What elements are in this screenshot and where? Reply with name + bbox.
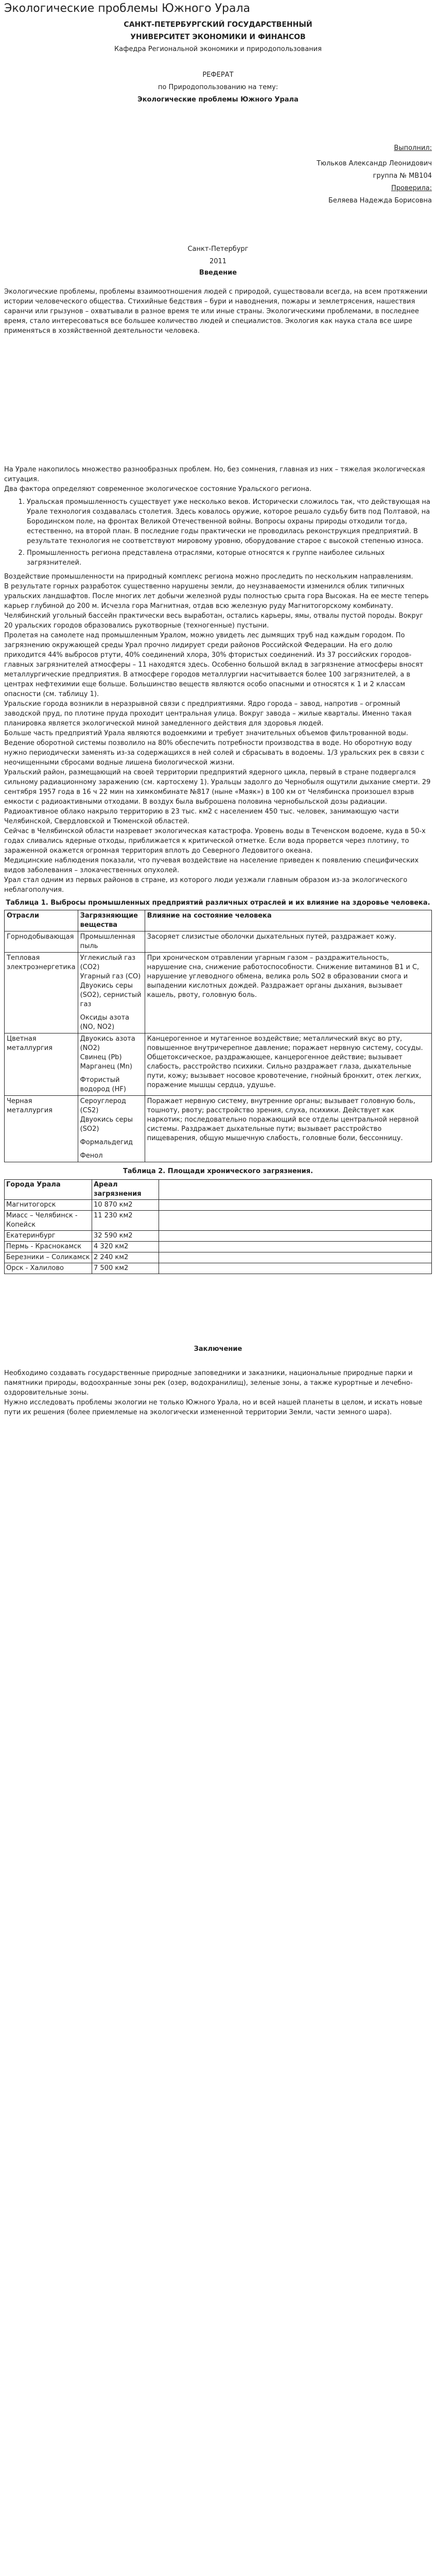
emissions-table xyxy=(4,910,432,1162)
main-section xyxy=(4,465,432,895)
author: Тюльков Александр Леонидович xyxy=(317,160,432,168)
body-paragraph: Медицинские наблюдения показали, что пучевая воздействие на население приведен к появлению специфических видов заболевания – злокачественных опухолей. xyxy=(4,857,419,875)
column-header: Города Урала xyxy=(5,1180,92,1200)
table-empty-cell xyxy=(159,1252,432,1263)
performed-label: Выполнил: xyxy=(394,144,432,152)
body-paragraph: Уральский район, размещающий на своей территории предприятий ядерного цикла, первый в стране подвергался сильному радиационному заражению (см. картосхему 1). Уральцы задолго до Чернобыля ощутили дыхание смерти. 29 сентября 1957 года в 16 ч 22 мин на химкомбинате №817 (ныне «Маяк») в 100 км от Челябинска произошел взрыв емкости с радиоактивными отходами. В воздух была выброшена половина чернобыльской дозы радиации. Радиоактивное облако накрыло территорию в 23 тыс. км2 с населением 450 тыс. человек, занимающую части Челябинской, Свердловской и Тюменской областей. xyxy=(4,769,431,826)
checked-label: Проверила: xyxy=(391,184,432,193)
topic: Экологические проблемы Южного Урала xyxy=(137,96,299,104)
substance: Промышленная пыль xyxy=(80,933,135,951)
table-header-row xyxy=(5,1180,432,1200)
substance: Двуокись серы (SO2), сернистый газ xyxy=(80,982,142,1009)
year: 2011 xyxy=(209,258,227,266)
city-cell: Пермь - Краснокамск xyxy=(5,1242,92,1252)
table-empty-cell xyxy=(159,1200,432,1211)
substance: Двуокись азота (NO2) xyxy=(80,1035,135,1053)
city-cell: Миасс – Челябинск - Копейск xyxy=(5,1211,92,1231)
table-row xyxy=(5,1033,432,1096)
effect-cell: Канцерогенное и мутагенное воздействие; металлический вкус во рту, повышенное внутричерепное давление; поражает нервную систему, сосуды. Общетоксическое, раздражающее, канцерогенное действие; вызывает слабость, расстройство психики. Сильно раздражает глаза, дыхательные пути, кожу; вызывает носовое кровотечение, гнойный бронхит, отек легких, поражение мышцы сердца, удушье. xyxy=(145,1033,431,1096)
area-cell: 2 240 км2 xyxy=(92,1252,159,1263)
table-row xyxy=(5,1263,432,1274)
table-empty-cell xyxy=(159,1180,432,1200)
column-header: Отрасли xyxy=(5,910,78,931)
table-1-caption: Таблица 1. Выбросы промышленных предприятий различных отраслей и их влияние на здоровье человека. xyxy=(6,899,430,907)
substance: Марганец (Mn) xyxy=(80,1063,132,1071)
pollution-area-table xyxy=(4,1179,432,1274)
body-paragraph: Сейчас в Челябинской области назревает экологическая катастрофа. Уровень воды в Теченском водоеме, куда в 50-х годах сливались ядерные отходы, приближается к критической отметке. Если вода прорвется через плотину, то зараженной окажется огромная территория вплоть до Северного Ледовитого океана. xyxy=(4,827,426,855)
substance: Угарный газ (CO) xyxy=(80,973,141,981)
substances-cell xyxy=(78,931,145,953)
area-cell: 32 590 км2 xyxy=(92,1231,159,1242)
substance: Двуокись серы (SO2) xyxy=(80,1116,133,1133)
substance: Свинец (Pb) xyxy=(80,1054,122,1062)
university-line-2: УНИВЕРСИТЕТ ЭКОНОМИКИ И ФИНАНСОВ xyxy=(130,33,306,42)
body-paragraph: Воздействие промышленности на природный комплекс региона можно проследить по нескольким направлениям. xyxy=(4,573,413,581)
effect-cell: Поражает нервную систему, внутренние органы; вызывает головную боль, тошноту, рвоту; расстройство зрения, слуха, психики. Действует как наркотик; последовательно поражающий все отделы центральной нервной системы. Раздражает дыхательные пути; вызывает расстройство пищеварения, общую мышечную слабость, головные боли, бессонницу. xyxy=(145,1096,431,1162)
conclusion-paragraph-1: Необходимо создавать государственные природные заповедники и заказники, национальные природные парки и памятники природы, водоохранные зоны рек (озер, водохранилищ), зеленые зоны, а также курортные и лечебно-оздоровительные зоны. xyxy=(4,1369,413,1397)
page-title: Экологические проблемы Южного Урала xyxy=(4,2,250,15)
table-2-caption: Таблица 2. Площади хронического загрязнения. xyxy=(123,1167,313,1176)
table-row xyxy=(5,1252,432,1263)
column-header: Влияние на состояние человека xyxy=(145,910,431,931)
intro-paragraph: Экологические проблемы, проблемы взаимоотношения людей с природой, существовали всегда, на всем протяжении истории человеческого общества. Стихийные бедствия – бури и наводнения, пожары и землетрясения, нашествия саранчи или грызунов – охватывали в разное время те или иные страны. Экологическими проблемами, в последнее время, стало интересоваться все большее количество людей и специалистов. Экология как наука стала все шире применяться в хозяйственной деятельности человека. xyxy=(4,288,428,335)
column-header: Загрязняющие вещества xyxy=(78,910,145,931)
table-header-row xyxy=(5,910,432,931)
body-paragraph: В результате горных разработок существенно нарушены земли, до неузнаваемости изменился облик типичных уральских ландшафтов. После многих лет добычи железной руды полностью срыта гора Высокая. На ее месте теперь карьер глубиной до 200 м. Исчезла гора Магнитная, отдав всю железную руду Магнитогорскому комбинату. Челябинский угольный бассейн практически весь выработан, остались карьеры, ямы, отвалы пустой породы. Вокруг 20 уральских городов образовались рукотворные (техногенные) пустыни. xyxy=(4,583,429,630)
substance: Сероуглерод (CS2) xyxy=(80,1097,126,1115)
table-row xyxy=(5,1096,432,1162)
main-paragraph-1: На Урале накопилось множество разнообразных проблем. Но, без сомнения, главная из них – тяжелая экологическая ситуация. xyxy=(4,466,425,484)
area-cell: 7 500 км2 xyxy=(92,1263,159,1274)
list-item: 1. Уральская промышленность существует уже несколько веков. Исторически сложилось так, что действующая на Урале технология создавалась столетия. Здесь ковалось оружие, которое решало судьбу битв под Полтавой, на Бородинском поле, на фронтах Великой Отечественной войны. Вопросы охраны природы отходили тогда, естественно, на второй план. В последние годы практически не проводилась реконструкция предприятий. В результате технология не соответствуют мировому уровню, оборудование старое с высокой степенью износа. xyxy=(27,497,432,546)
title-page xyxy=(4,19,432,268)
branch-cell: Горнодобывающая xyxy=(5,931,78,953)
conclusion-paragraph-2: Нужно исследовать проблемы экологии не только Южного Урала, но и всей нашей планеты в целом, и искать новые пути их решения (более приемлемые на экологически измененной территории Земли, части земного шара). xyxy=(4,1399,423,1417)
substance: Фтористый водород (HF) xyxy=(80,1076,126,1094)
substance: Формальдегид xyxy=(80,1139,133,1147)
body-paragraph: Пролетая на самолете над промышленным Уралом, можно увидеть лес дымящих труб над каждым городом. По загрязнению окружающей среды Урал прочно лидирует среди районов Российской Федерации. На его долю приходится 44% выбросов ртути, 40% соединений хлора, 30% фтористых соединений. Из 37 российских городов-главных загрязнителей атмосферы – 11 находятся здесь. Особенно большой вклад в загрязнение атмосферы вносят металлургические предприятия. В атмосфере городов металлургии насчитывается более 100 загрязнителей, а в центрах нефтехимии еще больше. Большинство веществ являются особо опасными и относятся к 1 и 2 классам опасности (см. таблицу 1). xyxy=(4,632,424,699)
reviewer: Беляева Надежда Борисовна xyxy=(328,197,432,205)
area-cell: 4 320 км2 xyxy=(92,1242,159,1252)
table-row xyxy=(5,1211,432,1231)
table-empty-cell xyxy=(159,1242,432,1252)
table-row xyxy=(5,953,432,1033)
substance: Оксиды азота (NO, NO2) xyxy=(80,1014,130,1031)
substance: Фенол xyxy=(80,1152,103,1160)
table-row xyxy=(5,1200,432,1211)
table-empty-cell xyxy=(159,1211,432,1231)
body-paragraph: Уральские города возникли в неразрывной связи с предприятиями. Ядро города – завод, напротив – огромный заводской пруд, по плотине пруда проходит центральная улица. Вокруг завода – жилые кварталы. Именно такая планировка является экологической миной замедленного действия для здоровья людей. xyxy=(4,700,412,728)
branch-cell: Цветная металлургия xyxy=(5,1033,78,1096)
branch-cell: Черная металлургия xyxy=(5,1096,78,1162)
conclusion-section xyxy=(4,1344,432,1417)
city-cell: Березники – Соликамск xyxy=(5,1252,92,1263)
table-row xyxy=(5,1242,432,1252)
list-item: 2. Промышленность региона представлена отраслями, которые относятся к группе наиболее сильных загрязнителей. xyxy=(27,548,432,568)
table-empty-cell xyxy=(159,1263,432,1274)
city-cell: Орск - Халилово xyxy=(5,1263,92,1274)
area-cell: 10 870 км2 xyxy=(92,1200,159,1211)
intro-heading: Введение xyxy=(199,269,237,277)
city: Санкт-Петербург xyxy=(187,245,249,253)
intro-section xyxy=(4,268,432,336)
group: группа № МВ104 xyxy=(373,172,432,180)
table-row xyxy=(5,1231,432,1242)
branch-cell: Тепловая электроэнергетика xyxy=(5,953,78,1033)
substances-cell xyxy=(78,1033,145,1096)
area-cell: 11 230 км2 xyxy=(92,1211,159,1231)
substances-cell xyxy=(78,1096,145,1162)
substance: Углекислый газ (CO2) xyxy=(80,954,135,972)
body-paragraph: Урал стал одним из первых районов в стране, из которого люди уезжали главным образом из-за экологического неблагополучия. xyxy=(4,876,408,894)
table-row xyxy=(5,931,432,953)
body-paragraph: Больше часть предприятий Урала являются водоемкими и требует значительных объемов фильтрованной воды. Ведение оборотной системы позволило на 80% обеспечить потребности производства в воде. Но оборотную воду нужно периодически заменять из-за содержащихся в ней солей и сбрасывать в водоемы. 1/3 уральских рек в связи с неочищенными сбросами водные лишена биологической жизни. xyxy=(4,730,425,767)
table-empty-cell xyxy=(159,1231,432,1242)
substances-cell xyxy=(78,953,145,1033)
effect-cell: Засоряет слизистые оболочки дыхательных путей, раздражает кожу. xyxy=(145,931,431,953)
factors-list xyxy=(16,497,432,568)
conclusion-heading: Заключение xyxy=(194,1345,242,1353)
city-cell: Екатеринбург xyxy=(5,1231,92,1242)
effect-cell: При хроническом отравлении угарным газом – раздражительность, нарушение сна, снижение работоспособности. Снижение витаминов B1 и C, нарушение углеводного обмена, велика роль SO2 в образовании смога и выпадении кислотных дождей. Раздражает органы дыхания, вызывает кашель, рвоту, головную боль. xyxy=(145,953,431,1033)
main-paragraph-2: Два фактора определяют современное экологическое состояние Уральского региона. xyxy=(4,485,312,494)
city-cell: Магнитогорск xyxy=(5,1200,92,1211)
column-header: Ареал загрязнения xyxy=(92,1180,159,1200)
subject-line: по Природопользованию на тему: xyxy=(158,83,278,92)
doc-type: РЕФЕРАТ xyxy=(202,71,234,79)
university-line-1: САНКТ-ПЕТЕРБУРГСКИЙ ГОСУДАРСТВЕННЫЙ xyxy=(124,21,312,29)
department: Кафедра Региональной экономики и природопользования xyxy=(114,45,322,54)
